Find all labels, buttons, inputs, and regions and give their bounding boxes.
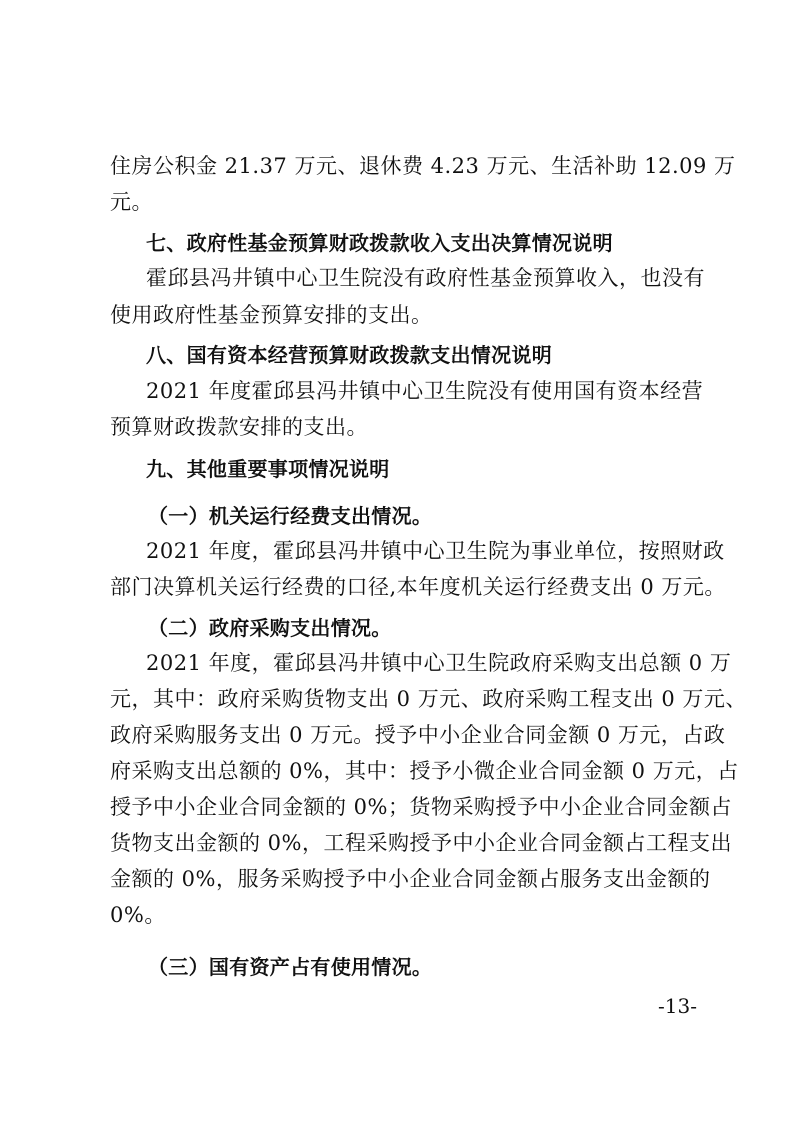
body-text-line: 元，其中：政府采购货物支出 0 万元、政府采购工程支出 0 万元、 — [110, 687, 747, 711]
body-text-line: 预算财政拨款安排的支出。 — [110, 415, 368, 439]
section-heading-nine: 九、其他重要事项情况说明 — [146, 457, 390, 481]
body-text-line: 授予中小企业合同金额的 0%；货物采购授予中小企业合同金额占 — [110, 795, 732, 819]
body-text-line: 霍邱县冯井镇中心卫生院没有政府性基金预算收入，也没有 — [146, 266, 705, 290]
body-text-line: 金额的 0%，服务采购授予中小企业合同金额占服务支出金额的 — [110, 867, 711, 891]
body-text-line: 住房公积金 21.37 万元、退休费 4.23 万元、生活补助 12.09 万 — [110, 154, 736, 178]
section-heading-seven: 七、政府性基金预算财政拨款收入支出决算情况说明 — [146, 231, 613, 255]
body-text-line: 2021 年度霍邱县冯井镇中心卫生院没有使用国有资本经营 — [146, 379, 704, 403]
body-text-line: 2021 年度，霍邱县冯井镇中心卫生院政府采购支出总额 0 万 — [146, 651, 732, 675]
page-number: -13- — [658, 994, 697, 1018]
body-text-line: 使用政府性基金预算安排的支出。 — [110, 303, 433, 327]
body-text-line: 元。 — [110, 190, 153, 214]
subsection-heading-three: （三）国有资产占有使用情况。 — [148, 955, 433, 979]
body-text-line: 府采购支出总额的 0%，其中：授予小微企业合同金额 0 万元，占 — [110, 759, 739, 783]
section-heading-eight: 八、国有资本经营预算财政拨款支出情况说明 — [146, 343, 552, 367]
body-text-line: 0%。 — [110, 903, 166, 927]
body-text-line: 政府采购服务支出 0 万元。授予中小企业合同金额 0 万元，占政 — [110, 723, 726, 747]
body-text-line: 2021 年度，霍邱县冯井镇中心卫生院为事业单位，按照财政 — [146, 539, 725, 563]
body-text-line: 部门决算机关运行经费的口径,本年度机关运行经费支出 0 万元。 — [110, 575, 726, 599]
subsection-heading-two: （二）政府采购支出情况。 — [148, 616, 392, 640]
body-text-line: 货物支出金额的 0%，工程采购授予中小企业合同金额占工程支出 — [110, 831, 732, 855]
subsection-heading-one: （一）机关运行经费支出情况。 — [148, 504, 433, 528]
